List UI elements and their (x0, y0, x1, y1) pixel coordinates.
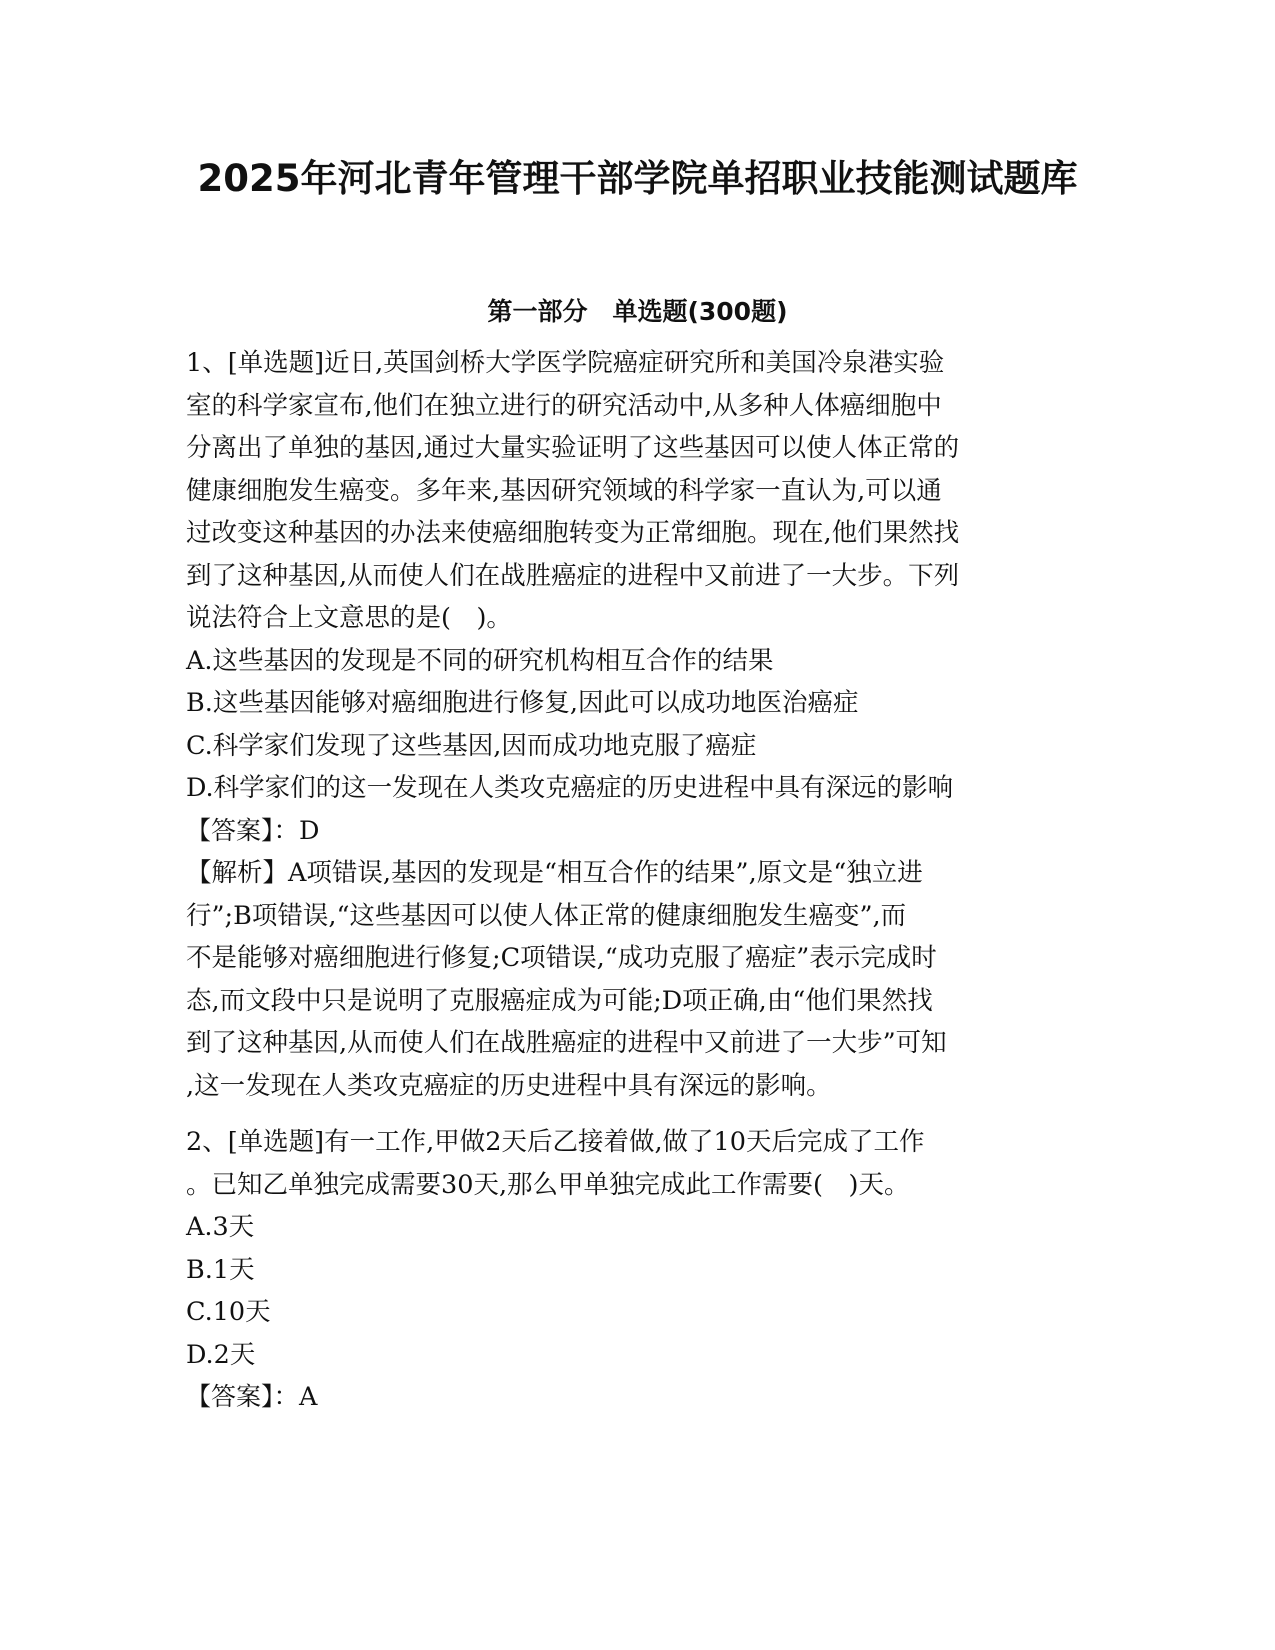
analysis-line: ,这一发现在人类攻克癌症的历史进程中具有深远的影响。 (186, 1070, 832, 1101)
stem-line: 室的科学家宣布,他们在独立进行的研究活动中,从多种人体癌细胞中 (186, 390, 942, 421)
stem-line: 2、[单选题]有一工作,甲做2天后乙接着做,做了10天后完成了工作 (186, 1127, 925, 1157)
stem-line: 健康细胞发生癌变。多年来,基因研究领域的科学家一直认为,可以通 (186, 475, 942, 506)
answer-value: ：A (273, 1382, 318, 1412)
question-2 (186, 1121, 1081, 1419)
option-b: B.1天 (186, 1254, 255, 1285)
stem-line: 到了这种基因,从而使人们在战胜癌症的进程中又前进了一大步。下列 (186, 560, 960, 591)
option-list (186, 640, 1081, 810)
analysis-line: 态,而文段中只是说明了克服癌症成为可能;D项正确,由“他们果然找 (186, 985, 933, 1016)
answer-label: 【答案】 (186, 1382, 274, 1411)
stem-line: 。已知乙单独完成需要30天,那么甲单独完成此工作需要( )天。 (186, 1169, 910, 1200)
question-stem (186, 342, 1081, 640)
question-list (186, 342, 1081, 1419)
option-c: C.10天 (186, 1297, 271, 1327)
analysis-line: 到了这种基因,从而使人们在战胜癌症的进程中又前进了一大步”可知 (186, 1028, 947, 1058)
answer-label: 【答案】 (186, 815, 274, 845)
analysis-line: 行”;B项错误,“这些基因可以使人体正常的健康细胞发生癌变”,而 (186, 900, 907, 931)
stem-line: 1、[单选题]近日,英国剑桥大学医学院癌症研究所和美国冷泉港实验 (186, 348, 945, 378)
analysis (186, 852, 1081, 1107)
question-stem (186, 1121, 1081, 1206)
option-b: B.这些基因能够对癌细胞进行修复,因此可以成功地医治癌症 (186, 688, 859, 718)
stem-line: 过改变这种基因的办法来使癌细胞转变为正常细胞。现在,他们果然找 (186, 518, 960, 548)
option-d: D.2天 (186, 1339, 256, 1370)
document-title: 2025年河北青年管理干部学院单招职业技能测试题库 (197, 157, 1078, 200)
option-c: C.科学家们发现了这些基因,因而成功地克服了癌症 (186, 730, 757, 761)
stem-line: 分离出了单独的基因,通过大量实验证明了这些基因可以使人体正常的 (186, 433, 960, 463)
option-a: A.这些基因的发现是不同的研究机构相互合作的结果 (186, 645, 774, 676)
stem-line: 说法符合上文意思的是( )。 (186, 603, 512, 633)
answer-line (186, 1376, 1081, 1419)
analysis-line: 不是能够对癌细胞进行修复;C项错误,“成功克服了癌症”表示完成时 (186, 943, 937, 973)
question-1 (186, 342, 1081, 1107)
analysis-line: 【解析】A项错误,基因的发现是“相互合作的结果”,原文是“独立进 (186, 858, 923, 888)
section-title: 第一部分 单选题(300题) (487, 297, 788, 326)
option-a: A.3天 (186, 1212, 255, 1242)
answer-value: ：D (273, 815, 320, 846)
option-list (186, 1206, 1081, 1376)
option-d: D.科学家们的这一发现在人类攻克癌症的历史进程中具有深远的影响 (186, 773, 954, 803)
answer-line (186, 810, 1081, 853)
